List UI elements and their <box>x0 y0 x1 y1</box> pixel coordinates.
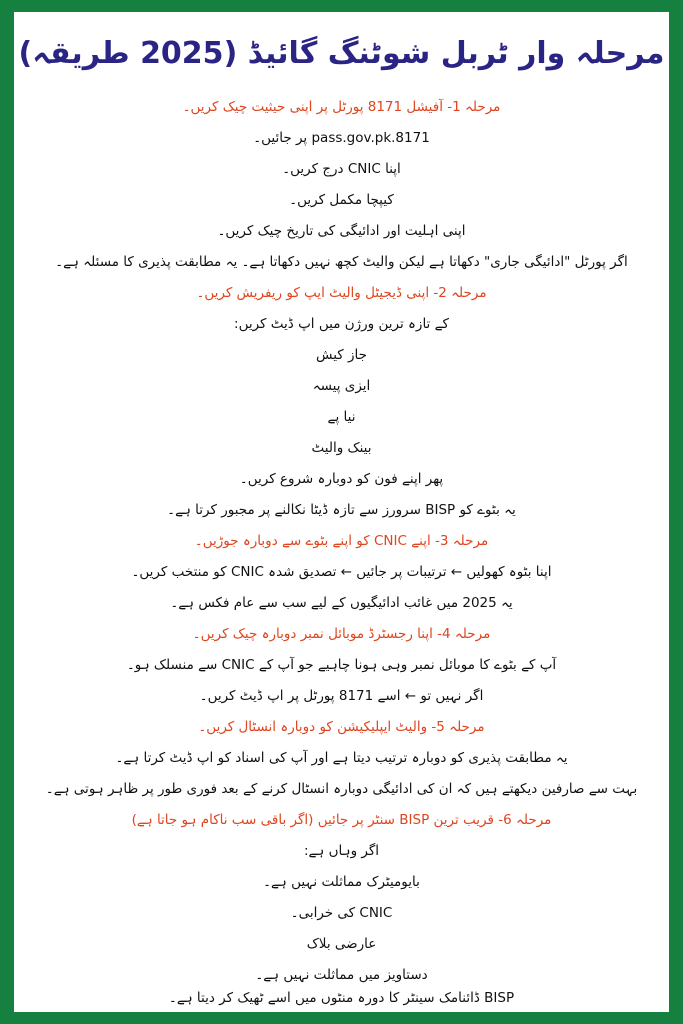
guide-line: جاز کیش <box>316 347 367 363</box>
guide-line: بینک والیٹ <box>311 440 372 456</box>
step-4-heading: مرحلہ 4- اپنا رجسٹرڈ موبائل نمبر دوبارہ چیک کریں۔ <box>192 626 491 642</box>
guide-line: دستاویز میں مماثلت نہیں ہے۔ <box>255 967 428 983</box>
guide-line: آپ کے بٹوے کا موبائل نمبر وہی ہونا چاہیے جو آپ کے CNIC سے منسلک ہو۔ <box>126 657 557 673</box>
guide-line: BISP ڈائنامک سینٹر کا دورہ منٹوں میں اسے ٹھیک کر دیتا ہے۔ <box>168 990 515 1006</box>
guide-line: یہ بٹوے کو BISP سرورز سے تازہ ڈیٹا نکالنے پر مجبور کرتا ہے۔ <box>167 502 516 518</box>
guide-line: بایومیٹرک مماثلت نہیں ہے۔ <box>263 874 420 890</box>
step-5-heading: مرحلہ 5- والیٹ ایپلیکیشن کو دوبارہ انسٹال کریں۔ <box>198 719 485 735</box>
guide-line: اپنا CNIC درج کریں۔ <box>282 161 401 177</box>
step-6-heading: مرحلہ 6- قریب ترین BISP سنٹر پر جائیں (اگر باقی سب ناکام ہو جاتا ہے) <box>131 812 552 828</box>
guide-line: نیا پے <box>327 409 356 425</box>
guide-line: اگر پورٹل "ادائیگی جاری" دکھاتا ہے لیکن والیٹ کچھ نہیں دکھاتا ہے۔ یہ مطابقت پذیری کا مسئلہ ہے۔ <box>55 254 628 270</box>
guide-card <box>14 12 669 1012</box>
guide-line: یہ 2025 میں غائب ادائیگیوں کے لیے سب سے عام فکس ہے۔ <box>170 595 513 611</box>
step-2-heading: مرحلہ 2- اپنی ڈیجیٹل والیٹ ایپ کو ریفریش کریں۔ <box>196 285 487 301</box>
guide-line: pass.gov.pk.8171 پر جائیں۔ <box>253 130 430 146</box>
guide-line: اگر نہیں تو ← اسے 8171 پورٹل پر اپ ڈیٹ کریں۔ <box>199 688 484 704</box>
guide-line: اگر وہاں ہے: <box>303 843 380 859</box>
guide-line: کیپچا مکمل کریں۔ <box>289 192 394 208</box>
page-title: مرحلہ وار ٹربل شوٹنگ گائیڈ (2025 طریقہ) <box>18 36 665 71</box>
guide-line: اپنا بٹوہ کھولیں ← ترتیبات پر جائیں ← تصدیق شدہ CNIC کو منتخب کریں۔ <box>131 564 552 580</box>
guide-line: پھر اپنے فون کو دوبارہ شروع کریں۔ <box>239 471 444 487</box>
guide-line: اپنی اہلیت اور ادائیگی کی تاریخ چیک کریں۔ <box>217 223 466 239</box>
guide-line: یہ مطابقت پذیری کو دوبارہ ترتیب دیتا ہے اور آپ کی اسناد کو اپ ڈیٹ کرتا ہے۔ <box>115 750 568 766</box>
guide-line: بہت سے صارفین دیکھتے ہیں کہ ان کی ادائیگی دوبارہ انسٹال کرنے کے بعد فوری طور پر ظاہر ہوتی ہے۔ <box>45 781 638 797</box>
step-3-heading: مرحلہ 3- اپنے CNIC کو اپنے بٹوے سے دوبارہ جوڑیں۔ <box>194 533 489 549</box>
guide-line: ایزی پیسہ <box>312 378 371 394</box>
guide-line: CNIC کی خرابی۔ <box>290 905 393 921</box>
step-1-heading: مرحلہ 1- آفیشل 8171 پورٹل پر اپنی حیثیت چیک کریں۔ <box>182 99 501 115</box>
guide-line: عارضی بلاک <box>306 936 377 952</box>
guide-line: کے تازہ ترین ورژن میں اپ ڈیٹ کریں: <box>234 316 449 332</box>
